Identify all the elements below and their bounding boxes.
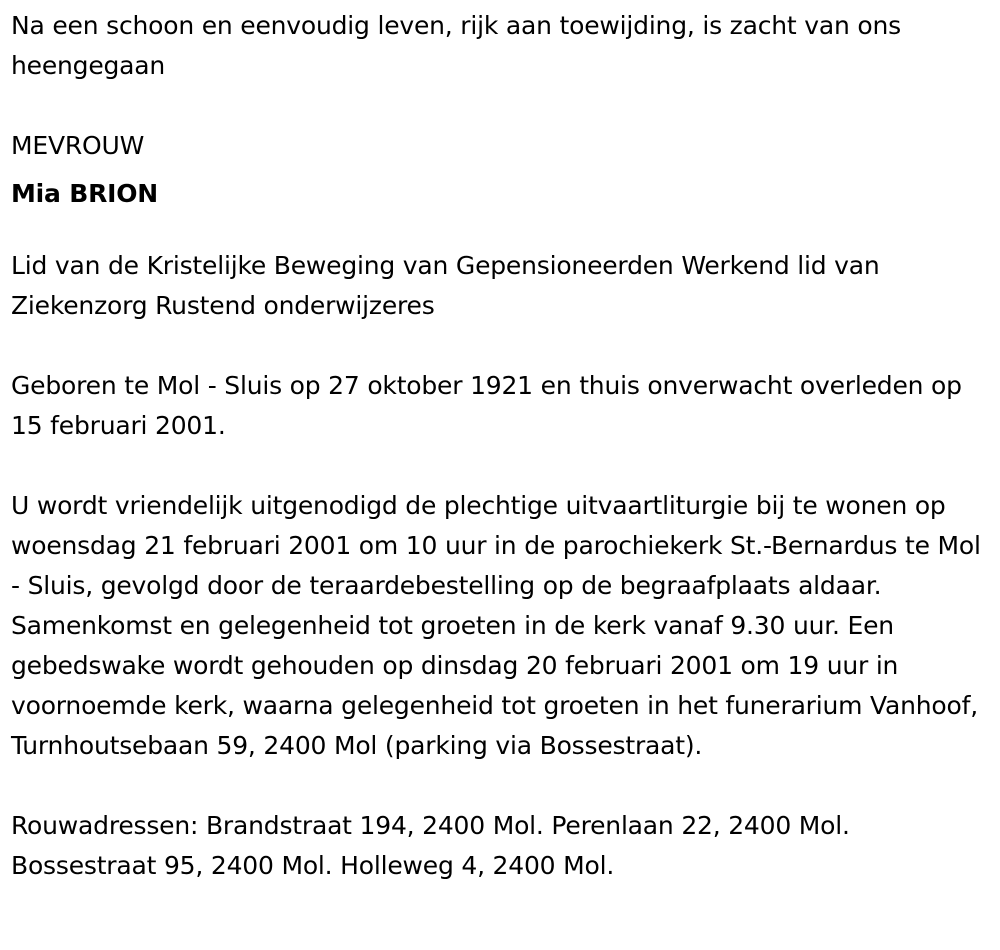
honorific-title: MEVROUW [11, 131, 145, 160]
spacer [11, 446, 996, 486]
funeral-details-text: U wordt vriendelijk uitgenodigd de plechtige uitvaartliturgie bij te wonen op woensdag 21 februari 2001 om 10 uur in de parochiekerk St.-Bernardus te Mol - Sluis, gevolgd door de teraardebestelling op de begraafplaats aldaar. Samenkomst en gelegenheid tot groeten in de kerk vanaf 9.30 uur. Een gebedswake wordt gehouden op dinsdag 20 februari 2001 om 19 uur in voornoemde kerk, waarna gelegenheid tot groeten in het funerarium Vanhoof, Turnhoutsebaan 59, 2400 Mol (parking via Bossestraat). [11, 491, 981, 760]
spacer [11, 766, 996, 806]
intro-text: Na een schoon en eenvoudig leven, rijk aan toewijding, is zacht van ons heengegaan [11, 11, 901, 80]
birth-death-text: Geboren te Mol - Sluis op 27 oktober 1921 en thuis onverwacht overleden op 15 februari 2001. [11, 371, 962, 440]
spacer [11, 326, 996, 366]
spacer [11, 214, 996, 246]
spacer [11, 86, 996, 126]
deceased-name: Mia BRION [11, 179, 159, 208]
memberships-text: Lid van de Kristelijke Beweging van Gepensioneerden Werkend lid van Ziekenzorg Rustend onderwijzeres [11, 251, 880, 320]
mourning-addresses-text: Rouwadressen: Brandstraat 194, 2400 Mol. Perenlaan 22, 2400 Mol. Bossestraat 95, 2400 Mol. Holleweg 4, 2400 Mol. [11, 811, 850, 880]
